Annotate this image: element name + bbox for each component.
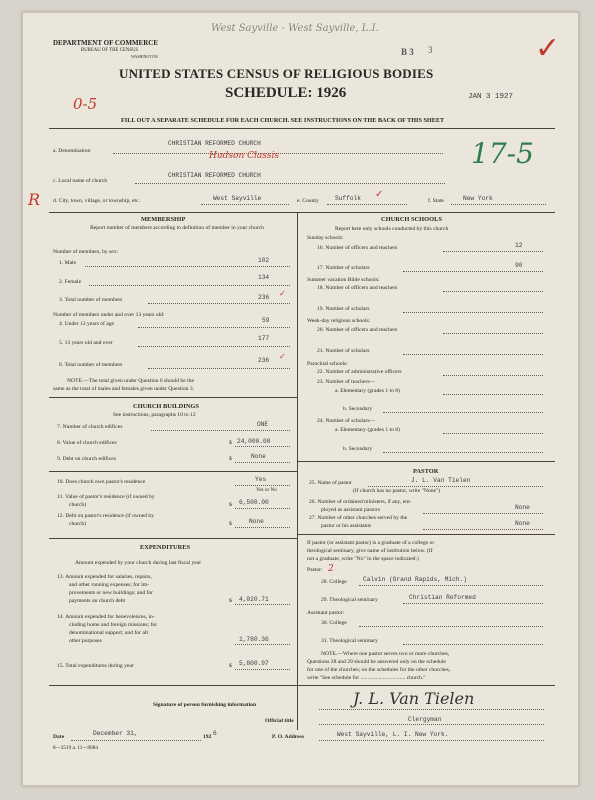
membership-intro: Report number of members according to definition of member in your church	[90, 225, 264, 231]
q8-label: 8. Value of church edifices	[57, 440, 117, 446]
q10-label: 10. Does church own pastor's residence	[57, 479, 146, 485]
expenditures-heading: EXPENDITURES	[140, 544, 191, 551]
county-label: e. County	[297, 198, 319, 204]
red-check-icon: ✓	[535, 32, 561, 65]
q27-label: 27. Number of other churches served by the	[309, 515, 408, 521]
q11-value: 6,500.00	[239, 499, 269, 506]
q16-value: 12	[515, 242, 523, 249]
department-label: DEPARTMENT OF COMMERCE	[53, 39, 159, 47]
date-stamp: JAN 3 1927	[468, 93, 514, 101]
expenditures-sub: Amount expended by your church during last fiscal year	[75, 560, 202, 566]
year-label: 192	[203, 734, 212, 740]
q1-label: 1. Male	[59, 260, 77, 266]
membership-heading: MEMBERSHIP	[141, 216, 186, 223]
q23a-label: a. Elementary (grades 1 to 8)	[335, 388, 400, 394]
q8-dollar: $	[229, 440, 232, 446]
q16-label: 16. Number of officers and teachers	[317, 245, 398, 251]
pencil-note: West Sayville - West Sayville, L.I.	[211, 23, 379, 34]
q9-label: 9. Debt on church edifices	[57, 456, 116, 462]
q3-value: 236	[258, 294, 270, 301]
pastor-note-2: Questions 28 and 29 should be answered only on the schedule	[307, 659, 446, 665]
q29-label: 29. Theological seminary	[321, 597, 378, 603]
membership-note-2: same as the total of males and females given under Question 3.	[53, 386, 195, 392]
red-mark-r: R	[28, 190, 41, 209]
pastor-subheading: Pastor:	[307, 567, 323, 573]
sunday-schools-label: Sunday schools:	[307, 235, 344, 241]
assistant-pastor-label: Assistant pastor:	[307, 610, 345, 616]
q28-label: 28. College	[321, 579, 347, 585]
q12-value: None	[249, 518, 264, 525]
q7-label: 7. Number of church edifices	[57, 424, 123, 430]
red-tick-q3: ✓	[279, 289, 286, 298]
q13-dollar: $	[229, 598, 232, 604]
yes-no-hint: Yes or No	[256, 487, 277, 493]
q4-label: 4. Under 13 years of age	[59, 321, 114, 327]
date-value: December 31,	[93, 730, 138, 737]
red-tick-icon: ✓	[375, 189, 384, 200]
q13-value: 4,020.71	[239, 596, 269, 603]
q12-dollar: $	[229, 521, 232, 527]
local-name-label: c. Local name of church	[53, 178, 108, 184]
q10-value: Yes	[255, 476, 267, 483]
q25-value: J. L. Van Tielen	[411, 477, 471, 484]
q18-label: 18. Number of officers and teachers	[317, 285, 398, 291]
q25-note: (If church has no pastor, write "None")	[353, 488, 441, 494]
green-mark-175: 17-5	[471, 137, 534, 170]
red-mark-05: 0-5	[73, 95, 98, 113]
q27-label-2: pastor or his assistants	[321, 523, 372, 529]
q19-label: 19. Number of scholars	[317, 306, 370, 312]
signature-label: Signature of person furnishing information	[153, 702, 257, 708]
q8-value: 24,000.00	[237, 438, 271, 445]
q7-value: ONE	[257, 421, 269, 428]
state-label: f. State	[428, 198, 444, 204]
college-note-3: not a graduate, write "No" in the space indicated.)	[307, 556, 419, 562]
denomination-label: a. Denomination	[53, 148, 91, 154]
q14-line-2: cluding home and foreign missions; for	[69, 622, 158, 628]
county-value: Suffolk	[335, 195, 361, 202]
q24-label: 24. Number of scholars—	[317, 418, 376, 424]
bureau-label: BUREAU OF THE CENSUS	[81, 48, 139, 53]
pastor-note-1: NOTE.—Where one pastor serves two or more churches,	[321, 651, 450, 657]
q14-line-3: denominational support; and for all	[69, 630, 148, 636]
age-heading: Number of members under and over 13 years old:	[53, 312, 165, 318]
city-label-field: d. City, town, village, or township, etc.	[53, 198, 140, 204]
q13-line-3: provements or new buildings; and for	[69, 590, 154, 596]
q17-value: 90	[515, 262, 523, 269]
city-label: WASHINGTON	[131, 54, 158, 59]
q26-label: 26. Number of ordained ministers, if any, em-	[309, 499, 412, 505]
q9-value: None	[251, 453, 266, 460]
q30-label: 30. College	[321, 620, 347, 626]
q17-label: 17. Number of scholars	[317, 265, 370, 271]
q14-value: 1,780.36	[239, 636, 269, 643]
college-note-2: theological seminary, give name of institution below. (If	[307, 548, 433, 554]
q5-label: 5. 13 years old and over	[59, 340, 113, 346]
q3-label: 3. Total number of members	[59, 297, 123, 303]
q6-label: 6. Total number of members	[59, 362, 123, 368]
q9-dollar: $	[229, 456, 232, 462]
red-tick-q6: ✓	[279, 352, 286, 361]
red-mark-2: 2	[328, 564, 334, 574]
q15-dollar: $	[229, 663, 232, 669]
local-name-value: CHRISTIAN REFORMED CHURCH	[168, 172, 261, 179]
pastor-heading: PASTOR	[413, 468, 439, 475]
instruction-line: FILL OUT A SEPARATE SCHEDULE FOR EACH CHURCH. SEE INSTRUCTIONS ON THE BACK OF THIS SHEET	[121, 117, 445, 124]
official-title-value: Clergyman	[408, 716, 442, 723]
schools-heading: CHURCH SCHOOLS	[381, 216, 442, 223]
q28-value: Calvin (Grand Rapids, Mich.)	[363, 576, 467, 583]
census-schedule-sheet	[22, 12, 579, 786]
q1-value: 102	[258, 257, 270, 264]
po-address-label: P. O. Address	[272, 734, 305, 740]
q13-line-4: payments on church debt	[69, 598, 126, 604]
q25-label: 25. Name of pastor	[309, 480, 352, 486]
q12-label-2: church)	[69, 521, 87, 527]
q15-label: 15. Total expenditures during year	[57, 663, 134, 669]
signature-value: J. L. Van Tielen	[353, 689, 475, 708]
q24a-label: a. Elementary (grades 1 to 8)	[335, 427, 400, 433]
pastor-note-3: for one of the churches; on the schedules for the other churches,	[307, 667, 451, 673]
membership-note-1: NOTE.—The total given under Question 6 should be the	[67, 378, 194, 384]
q11-label: 11. Value of pastor's residence (if owned by	[57, 494, 155, 500]
denomination-value: CHRISTIAN REFORMED CHURCH	[168, 140, 261, 147]
q12-label: 12. Debt on pastor's residence (if owned by	[57, 513, 155, 519]
q13-line-1: 13. Amount expended for salaries, repairs,	[57, 574, 152, 580]
q14-line-1: 14. Amount expended for benevolences, in-	[57, 614, 155, 620]
q23b-label: b. Secondary	[343, 406, 373, 412]
q2-label: 2. Female	[59, 279, 82, 285]
q22-label: 22. Number of administrative officers	[317, 369, 402, 375]
q31-label: 31. Theological seminary	[321, 638, 378, 644]
q13-line-2: and other running expenses; for im-	[69, 582, 150, 588]
q5-value: 177	[258, 335, 270, 342]
page-title: UNITED STATES CENSUS OF RELIGIOUS BODIES	[119, 66, 434, 81]
q15-value: 5,800.97	[239, 660, 269, 667]
official-title-label: Official title	[265, 718, 294, 724]
schedule-title: SCHEDULE: 1926	[225, 85, 347, 101]
date-label: Date	[53, 734, 65, 740]
buildings-heading: CHURCH BUILDINGS	[133, 403, 199, 410]
state-value: New York	[463, 195, 493, 202]
q23-label: 23. Number of teachers—	[317, 379, 376, 385]
summer-schools-label: Summer vacation Bible schools:	[307, 277, 380, 283]
buildings-sub: See instructions, paragraphs 10 to 12	[113, 412, 196, 418]
pastor-note-4: write "See schedule for ................................ church."	[307, 675, 426, 681]
weekday-schools-label: Week-day religious schools:	[307, 318, 371, 324]
q14-line-4: other purposes	[69, 638, 102, 644]
form-number: 8—3519 a. 11—9084	[53, 745, 98, 751]
q20-label: 20. Number of officers and teachers	[317, 327, 398, 333]
q11-label-2: church)	[69, 502, 87, 508]
by-sex-label: Number of members, by sex:	[53, 249, 119, 255]
q26-label-2: ployed as assistant pastors	[321, 507, 380, 513]
schools-sub: Report here only schools conducted by this church	[335, 226, 449, 232]
q29-value: Christian Reformed	[409, 594, 476, 601]
po-address-value: West Sayville, L. I. New York.	[337, 731, 449, 738]
q11-dollar: $	[229, 502, 232, 508]
q2-value: 134	[258, 274, 270, 281]
q27-value: None	[515, 520, 530, 527]
stamp-number-2: 3	[428, 45, 433, 55]
q24b-label: b. Secondary	[343, 446, 373, 452]
q6-value: 236	[258, 357, 270, 364]
parochial-schools-label: Parochial schools:	[307, 361, 348, 367]
q21-label: 21. Number of scholars	[317, 348, 370, 354]
q26-value: None	[515, 504, 530, 511]
year-value: 6	[213, 730, 217, 737]
city-value: West Sayville	[213, 195, 262, 202]
stamp-number: B 3	[401, 47, 414, 57]
classis-note: Hudson Classis	[209, 151, 279, 161]
college-note-1: If pastor (or assistant pastor) is a graduate of a college or	[307, 540, 435, 546]
q4-value: 59	[262, 317, 270, 324]
